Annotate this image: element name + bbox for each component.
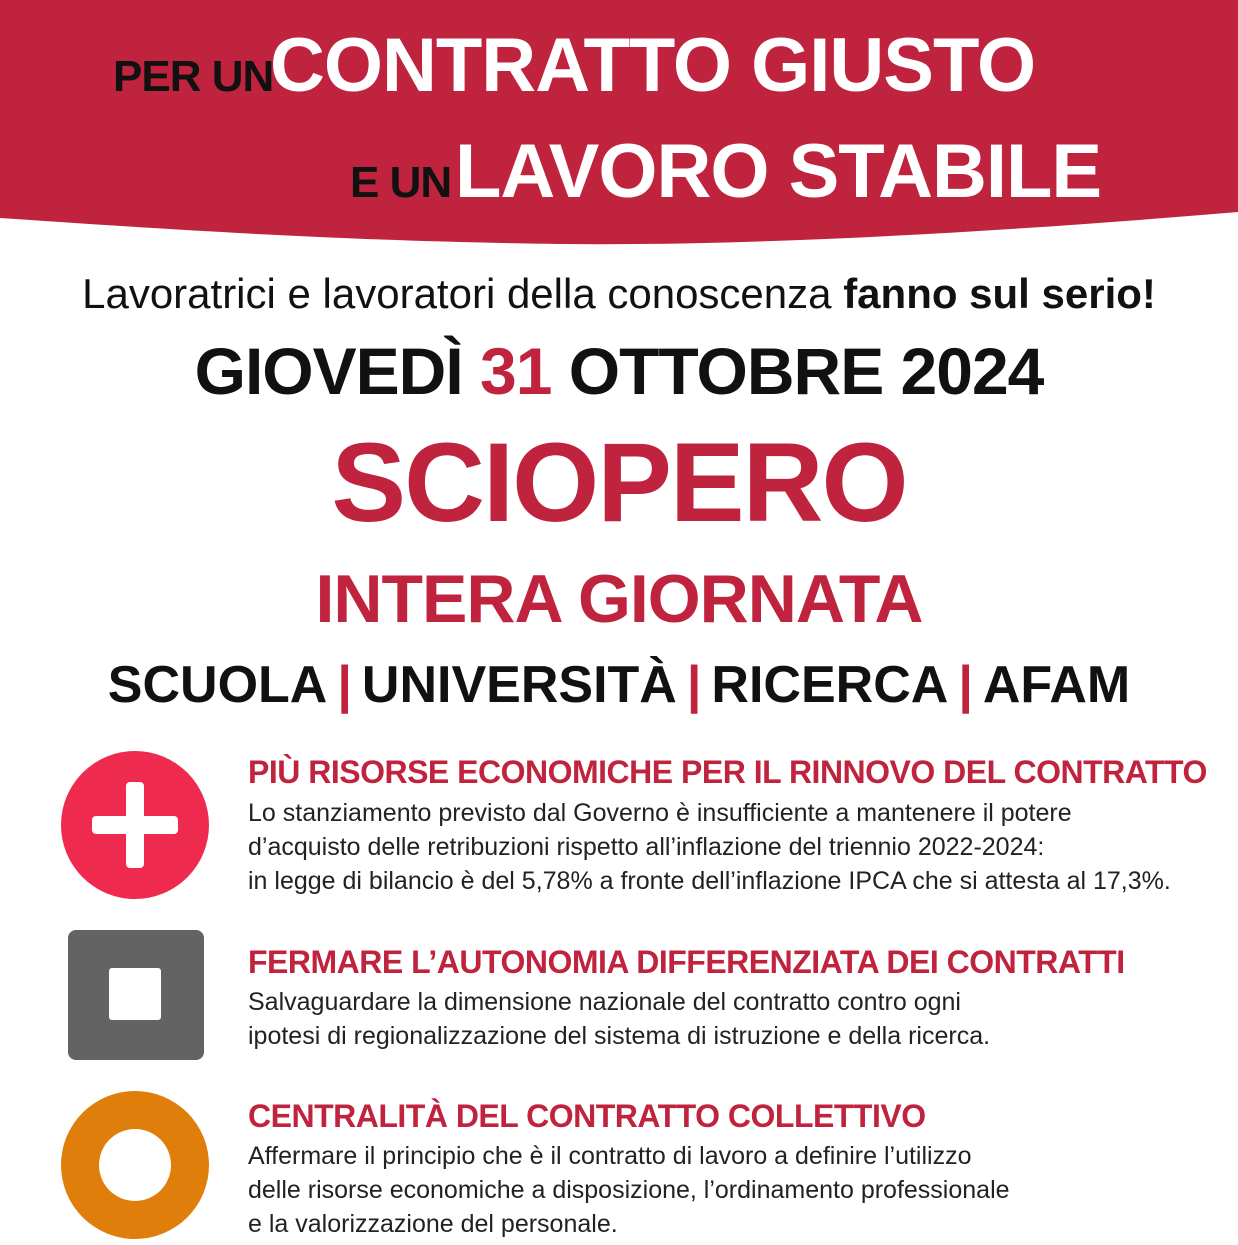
header-banner bbox=[0, 0, 1238, 250]
circle-icon bbox=[60, 1090, 210, 1245]
demand-text-line: in legge di bilancio è del 5,78% a fronte dell’inflazione IPCA che si attesta al 17,3%. bbox=[248, 867, 1171, 895]
sector-ricerca: RICERCA bbox=[711, 656, 949, 714]
headline-line2-main: LAVORO STABILE bbox=[455, 129, 1102, 214]
sector-separator: | bbox=[337, 656, 352, 714]
subtitle-plain: Lavoratrici e lavoratori della conoscenza bbox=[82, 270, 844, 317]
sector-list bbox=[0, 655, 1238, 715]
demand-text-line: Lo stanziamento previsto dal Governo è insufficiente a mantenere il potere bbox=[248, 799, 1072, 827]
headline-line1-main: CONTRATTO GIUSTO bbox=[270, 23, 1036, 108]
demand-text bbox=[248, 985, 1208, 1053]
demand-text-line: Affermare il principio che è il contratto di lavoro a definire l’utilizzo bbox=[248, 1142, 972, 1170]
plus-icon bbox=[60, 750, 210, 905]
strike-title: SCIOPERO bbox=[331, 420, 907, 545]
demand-title: CENTRALITÀ DEL CONTRATTO COLLETTIVO bbox=[248, 1098, 926, 1134]
sector-scuola: SCUOLA bbox=[107, 656, 328, 714]
subtitle bbox=[0, 270, 1238, 318]
demand-text-line: delle risorse economiche a disposizione, l’ordinamento professionale bbox=[248, 1176, 1010, 1204]
demand-text-line: d’acquisto delle retribuzioni rispetto all’inflazione del triennio 2022-2024: bbox=[248, 833, 1045, 861]
sector-separator: | bbox=[958, 656, 973, 714]
strike-date bbox=[0, 333, 1238, 409]
demand-text-line: ipotesi di regionalizzazione del sistema di istruzione e della ricerca. bbox=[248, 1022, 991, 1050]
date-month-year: OTTOBRE 2024 bbox=[551, 334, 1044, 408]
headline-line1-prefix: PER UN bbox=[113, 52, 274, 101]
demand-title: PIÙ RISORSE ECONOMICHE PER IL RINNOVO DEL CONTRATTO bbox=[248, 754, 1207, 790]
sector-separator: | bbox=[686, 656, 702, 714]
date-weekday: GIOVEDÌ bbox=[194, 334, 480, 408]
sector-universita: UNIVERSITÀ bbox=[361, 656, 677, 714]
subtitle-bold: fanno sul serio! bbox=[843, 270, 1156, 317]
demand-text-line: e la valorizzazione del personale. bbox=[248, 1210, 618, 1238]
square-icon bbox=[68, 930, 204, 1065]
sector-afam: AFAM bbox=[982, 656, 1131, 714]
demand-text bbox=[248, 1139, 1208, 1241]
demand-title: FERMARE L’AUTONOMIA DIFFERENZIATA DEI CONTRATTI bbox=[248, 944, 1125, 980]
demand-text-line: Salvaguardare la dimensione nazionale del contratto contro ogni bbox=[248, 988, 961, 1016]
strike-duration: INTERA GIORNATA bbox=[315, 561, 923, 637]
demand-text bbox=[248, 796, 1208, 898]
date-day: 31 bbox=[480, 334, 552, 408]
headline-line2-prefix: E UN bbox=[350, 158, 452, 207]
